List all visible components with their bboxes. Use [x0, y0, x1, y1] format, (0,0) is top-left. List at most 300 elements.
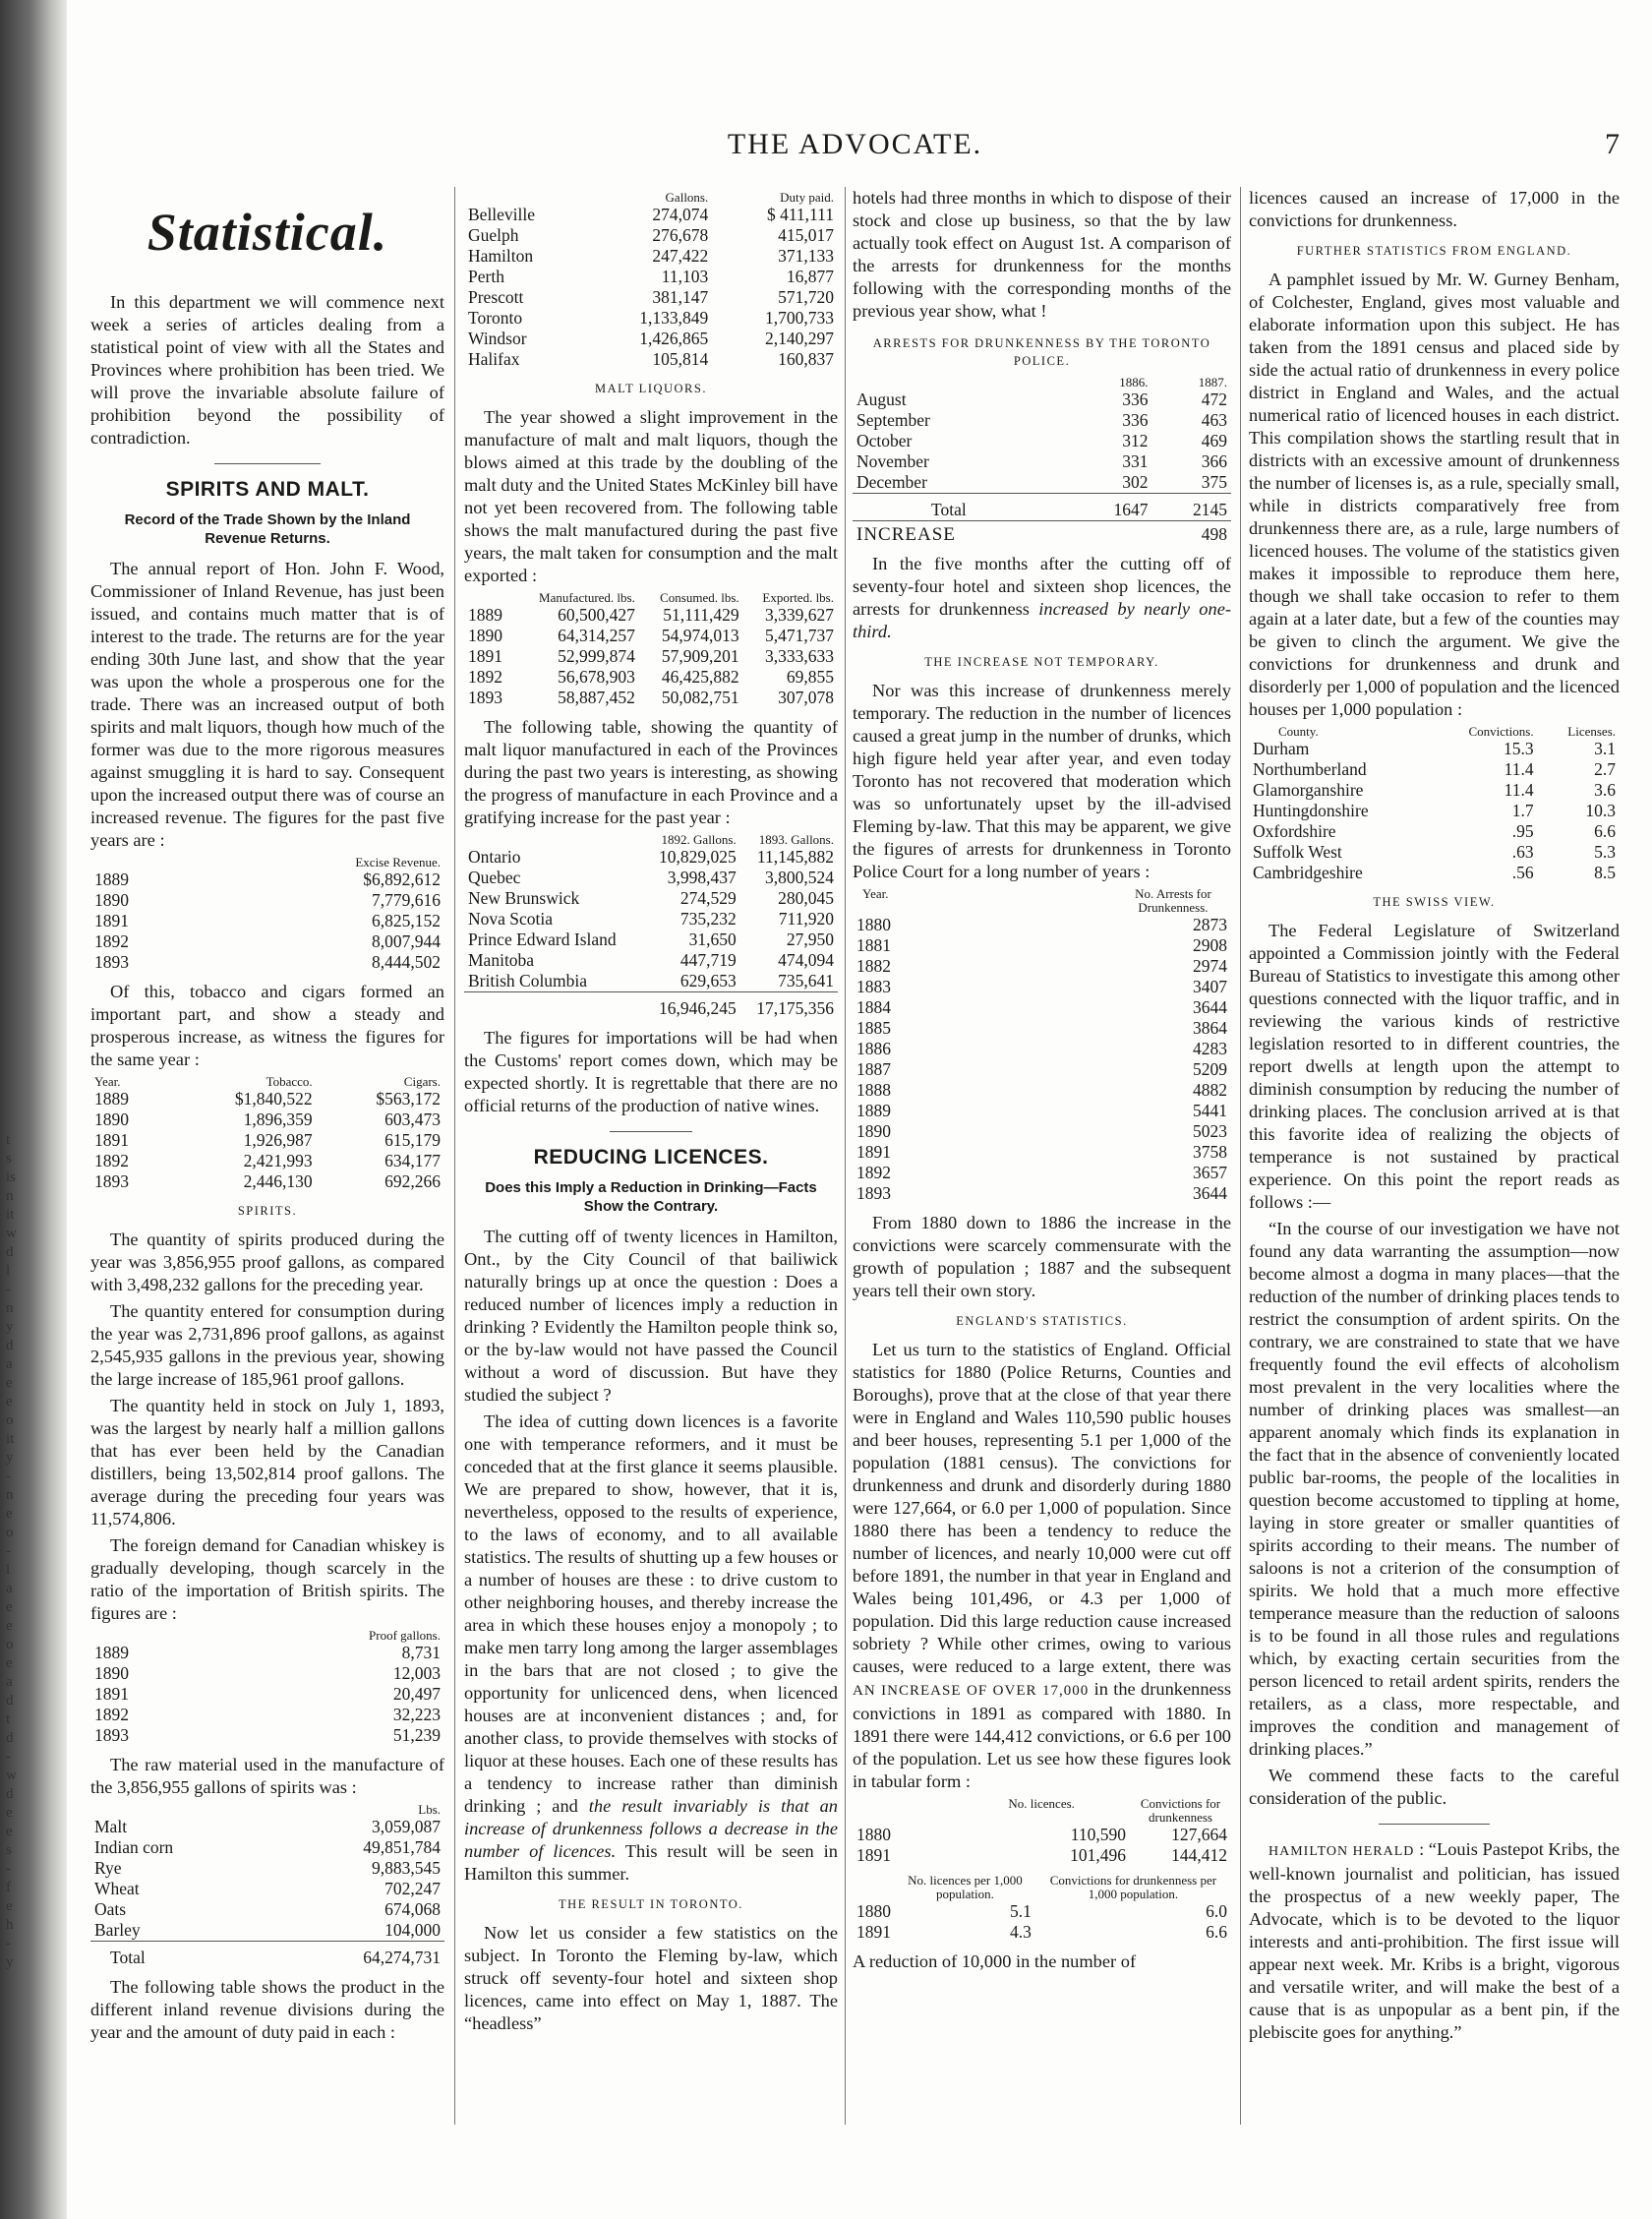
margin-fragment: it [6, 1431, 15, 1447]
table-row [1249, 759, 1620, 780]
table-row [464, 950, 838, 971]
table-row [853, 390, 1231, 410]
table-cell: 615,179 [384, 1130, 441, 1150]
table-cell: 6.6 [1594, 821, 1616, 841]
table-cell: 1.7 [1511, 801, 1534, 820]
text-run: : “Louis Pastepot Kribs, the well-known journalist and politician, has issued the prospectus of a new weekly paper, The Advocate, which is to be devoted to the liquor interests and anti-prohibition. The first issue will appear next week. Mr. Kribs is a bright, vigorous and versatile writer, and will make the best of a cause that is as unpopular as a bent pin, if the plebiscite goes for anything.” [1249, 1839, 1620, 2042]
column-1 [90, 187, 444, 2048]
total-value: 1647 [1073, 494, 1151, 521]
emphasis-text: increased by nearly one-third. [853, 599, 1231, 641]
divider [1379, 1824, 1490, 1825]
paragraph: The foreign demand for Canadian whiskey is gradually developing, though scarcely in the ratio of the importation of British spirits. The figures are : [90, 1535, 444, 1623]
table-row [90, 952, 444, 973]
table-cell: 1,926,987 [243, 1130, 313, 1150]
margin-fragment: a [6, 1581, 13, 1596]
total-value: 64,274,731 [268, 1942, 444, 1969]
table-row [853, 472, 1231, 494]
table-row [853, 1018, 1231, 1039]
margin-fragment: - [6, 1936, 11, 1951]
margin-fragment: - [6, 1282, 11, 1297]
column-header: 1887. [1198, 375, 1227, 390]
row-label: 1892 [468, 667, 502, 687]
column-header: 1892. Gallons. [661, 832, 737, 847]
table-cell: 58,887,452 [558, 688, 635, 707]
row-label: Glamorganshire [1253, 780, 1364, 800]
table-row [853, 997, 1231, 1018]
subsection-heading: ENGLAND'S STATISTICS. [956, 1314, 1128, 1328]
subheadline: Record of the Trade Shown by the Inland Revenue Returns. [124, 511, 411, 547]
table-cell: 46,425,882 [661, 667, 739, 687]
table-row [464, 246, 838, 267]
row-label: 1891 [856, 1142, 891, 1162]
row-label: 1891 [468, 646, 502, 666]
arrests-table [853, 376, 1231, 545]
paragraph: From 1880 down to 1886 the increase in the convictions were scarcely commensurate with the growth of population ; 1887 and the subsequent years tell their own story. [853, 1213, 1231, 1300]
table-cell: 6.6 [1206, 1922, 1227, 1942]
table-cell: 6.0 [1206, 1901, 1227, 1921]
table-cell: 52,999,874 [558, 646, 635, 666]
margin-fragment: s [6, 1151, 12, 1167]
table-cell: 711,920 [778, 909, 834, 929]
table-cell: 1,426,865 [639, 329, 709, 348]
divider [610, 1131, 692, 1132]
table-row [853, 977, 1231, 997]
row-label: Durham [1253, 739, 1310, 758]
column-header: Consumed. lbs. [660, 590, 739, 605]
margin-fragment: - [6, 1543, 11, 1559]
table-cell: 3,800,524 [765, 868, 834, 887]
tobacco-table [90, 1075, 444, 1192]
row-label: August [856, 390, 907, 409]
table-cell: 280,045 [778, 888, 834, 908]
table-row [464, 308, 838, 329]
row-label: British Columbia [468, 971, 588, 990]
column-header: Year. [862, 886, 889, 901]
row-label: October [856, 431, 913, 450]
table-cell: 31,650 [688, 930, 737, 949]
column-rule [1240, 187, 1241, 2125]
column-header: Exported. lbs. [762, 590, 834, 605]
row-label: 1890 [94, 890, 129, 910]
table-cell: 247,422 [652, 246, 709, 266]
table-row [464, 205, 838, 225]
table-cell: 3,059,087 [372, 1817, 441, 1836]
table-cell: 3407 [1193, 977, 1227, 996]
row-label: 1881 [856, 935, 891, 955]
table-row [464, 605, 838, 626]
table-row [1249, 842, 1620, 863]
row-label: 1891 [856, 1845, 891, 1865]
table-cell: 4.3 [1009, 1922, 1032, 1942]
table-row [464, 971, 838, 992]
table-cell: 302 [1122, 472, 1149, 492]
margin-fragment: n [6, 1300, 14, 1316]
margin-fragment: h [6, 1917, 14, 1933]
paragraph: Of this, tobacco and cigars formed an important part, and show a steady and prosperous increase, as witness the figures for the same year : [90, 982, 444, 1069]
row-label: 1891 [856, 1922, 891, 1942]
row-label: 1890 [856, 1121, 891, 1141]
table-cell: 50,082,751 [661, 688, 739, 707]
row-label: November [856, 451, 929, 471]
row-label: Nova Scotia [468, 909, 554, 929]
table-row [464, 646, 838, 667]
subheadline: Does this Imply a Reduction in Drinking—Facts Show the Contrary. [485, 1179, 817, 1215]
increase-label: INCREASE [853, 521, 1073, 546]
margin-fragment: d [6, 1338, 14, 1353]
table-row [853, 935, 1231, 956]
column-header: No. Arrests for Drunkenness. [1135, 886, 1211, 915]
margin-fragment: s [6, 1842, 12, 1858]
table-cell: 8,731 [401, 1643, 441, 1662]
table-cell: 10,829,025 [658, 847, 737, 867]
masthead-title: THE ADVOCATE. [727, 128, 983, 160]
table-row [853, 1121, 1231, 1142]
subsection-heading: MALT LIQUORS. [595, 382, 707, 395]
margin-fragment: e [6, 1655, 13, 1671]
row-label: Northumberland [1253, 759, 1367, 779]
table-row [464, 888, 838, 909]
column-header: County. [1278, 724, 1319, 739]
row-label: 1880 [856, 1901, 891, 1921]
paragraph [464, 1410, 838, 1886]
long-arrests-table [853, 887, 1231, 1204]
table-row [464, 667, 838, 688]
column-3 [853, 187, 1231, 1977]
table-cell: 8,007,944 [372, 931, 441, 951]
small-caps-text: AN INCREASE OF OVER 17,000 [853, 1683, 1090, 1699]
row-label: Prescott [468, 287, 524, 307]
table-row [853, 1183, 1231, 1204]
malt-table [464, 591, 838, 708]
divisions-table [464, 191, 838, 370]
table-cell: 3644 [1193, 997, 1227, 1017]
row-label: 1890 [94, 1110, 129, 1129]
source-name: HAMILTON HERALD [1268, 1844, 1415, 1859]
column-header: Proof gallons. [369, 1628, 441, 1643]
table-cell: 276,678 [652, 225, 709, 245]
raw-material-table [90, 1803, 444, 1968]
table-row [853, 1922, 1231, 1943]
margin-fragment: o [6, 1412, 14, 1428]
row-label: Hamilton [468, 246, 534, 266]
table-row [464, 847, 838, 868]
row-label: Perth [468, 267, 504, 286]
column-header: Cigars. [403, 1074, 441, 1089]
table-cell: 6,825,152 [372, 911, 441, 930]
row-label: 1891 [94, 911, 129, 930]
paragraph: We commend these facts to the careful consideration of the public. [1249, 1766, 1620, 1808]
row-label: 1889 [94, 870, 129, 889]
row-label: 1892 [94, 1151, 129, 1170]
table-cell: 69,855 [786, 667, 834, 687]
margin-fragment: l [6, 1562, 11, 1578]
paragraph: The following table, showing the quantity of malt liquor manufactured in each of the Provinces during the past two years is interesting, as showing the progress of manufacture in each Province and a gratifying increase for the past year : [464, 717, 838, 827]
table-cell: 331 [1122, 451, 1149, 471]
subsection-heading: THE INCREASE NOT TEMPORARY. [924, 655, 1159, 669]
margin-fragment: a [6, 1674, 13, 1690]
table-cell: 2974 [1193, 956, 1227, 976]
table-cell: 1,700,733 [765, 308, 834, 328]
row-label: Barley [94, 1920, 141, 1940]
subsection-heading: SPIRITS. [237, 1204, 298, 1218]
table-cell: 12,003 [392, 1663, 441, 1683]
row-label: 1885 [856, 1018, 891, 1038]
table-row [464, 688, 838, 708]
paragraph: The cutting off of twenty licences in Hamilton, Ont., by the City Council of that bailiwick naturally brings up at once the question : Does a reduced number of licences imply a reduction in drinking ? Evidently the Hamilton people think so, or the by-law would not have passed the Council without a word of discussion. But have they studied the subject ? [464, 1227, 838, 1405]
column-header: No. licences. [1008, 1796, 1075, 1811]
row-label: Ontario [468, 847, 521, 867]
margin-fragment: d [6, 1786, 14, 1802]
table-cell: 2908 [1193, 935, 1227, 955]
paragraph: The quantity held in stock on July 1, 1893, was the largest by nearly half a million gallons that has ever been held by the Canadian distillers, being 13,502,814 proof gallons. The average during the preceding four years was 11,574,806. [90, 1396, 444, 1529]
table-row [853, 1101, 1231, 1121]
table-cell: 2.7 [1594, 759, 1616, 779]
column-header: Licenses. [1567, 724, 1616, 739]
table-cell: 381,147 [652, 287, 709, 307]
table-row [853, 1080, 1231, 1101]
table-cell: 366 [1201, 451, 1227, 471]
column-header: Gallons. [665, 190, 709, 205]
margin-fragment: e [6, 1824, 13, 1839]
table-cell: 56,678,903 [558, 667, 635, 687]
column-4 [1249, 187, 1620, 2048]
table-row [90, 1130, 444, 1151]
subsection-heading: ARRESTS FOR DRUNKENNESS BY THE TORONTO POLICE. [872, 336, 1211, 368]
table-cell: 11.4 [1504, 780, 1534, 800]
intro-paragraph: In this department we will commence next week a series of articles dealing from a statistical point of view with all the States and Provinces where prohibition has been tried. We will prove the invariable absolute failure of prohibition beyond the possibility of contradiction. [90, 292, 444, 448]
export-table [90, 1629, 444, 1746]
table-cell: 735,232 [679, 909, 737, 929]
table-cell: 447,719 [679, 950, 737, 970]
table-row [90, 1837, 444, 1858]
column-header: Convictions. [1468, 724, 1534, 739]
row-label: Oxfordshire [1253, 821, 1336, 841]
table-row [853, 956, 1231, 977]
row-label: 1889 [94, 1643, 129, 1662]
total-value: 17,175,356 [740, 992, 838, 1020]
margin-fragment: is [6, 1169, 17, 1185]
paragraph: A reduction of 10,000 in the number of [853, 1951, 1137, 1971]
table-cell: 105,814 [652, 349, 709, 369]
row-label: 1886 [856, 1039, 891, 1058]
table-row [90, 1684, 444, 1705]
table-cell: 571,720 [778, 287, 834, 307]
subsection-heading: FURTHER STATISTICS FROM ENGLAND. [1296, 244, 1572, 258]
table-cell: 9,883,545 [372, 1858, 441, 1878]
row-label: Guelph [468, 225, 519, 245]
table-cell: 8,444,502 [372, 952, 441, 972]
column-rule [454, 187, 455, 2125]
row-label: 1887 [856, 1059, 891, 1079]
table-cell: 375 [1201, 472, 1227, 492]
headline-reducing-licences: REDUCING LICENCES. [533, 1146, 769, 1169]
table-row [853, 1825, 1231, 1845]
table-cell: 7,779,616 [372, 890, 441, 910]
row-label: 1880 [856, 1825, 891, 1844]
table-row [853, 1142, 1231, 1163]
adjacent-page-fragments [6, 1131, 22, 1972]
table-cell: 472 [1201, 390, 1227, 409]
margin-fragment: n [6, 1487, 14, 1503]
text-run: Let us turn to the statistics of England. Official statistics for 1880 (Police Returns, Counties and Boroughs), prove that at the close of that year there were in England and Wales 110,590 public houses and beer houses, representing 5.1 per 1,000 of the population (1881 census). The convictions for drunkenness and drunk and disorderly during 1880 were 127,664, or 6.0 per 1,000 of population. Since 1880 there has been a tendency to reduce the number of licences, and nearly 10,000 were cut off before 1891, the number in that year in England and Wales being 101,496, or 4.3 per 1,000 of population. Did this large reduction cause increased sobriety ? While other crimes, owing to various causes, were reduced to a large extent, there was [853, 1340, 1231, 1676]
table-cell: 3,339,627 [765, 605, 834, 625]
table-cell: 16,877 [786, 267, 834, 286]
table-cell: 104,000 [384, 1920, 441, 1940]
table-row [90, 1858, 444, 1879]
table-row [90, 1725, 444, 1746]
row-label: 1892 [94, 1705, 129, 1724]
section-title: Statistical. [147, 203, 388, 262]
total-value: 2145 [1152, 494, 1231, 521]
table-cell: 5.1 [1009, 1901, 1032, 1921]
table-cell: 2,421,993 [243, 1151, 313, 1170]
table-row [1249, 801, 1620, 821]
table-cell: 101,496 [1070, 1845, 1126, 1865]
margin-fragment: e [6, 1898, 13, 1914]
row-label: 1892 [856, 1163, 891, 1182]
table-cell: 3864 [1193, 1018, 1227, 1038]
table-row [90, 1705, 444, 1725]
page-number: 7 [1605, 128, 1620, 160]
paragraph: Now let us consider a few statistics on the subject. In Toronto the Fleming by-law, which struck off seventy-four hotel and sixteen shop licences, came into effect on May 1, 1887. The “headless” [464, 1923, 838, 2033]
margin-fragment: o [6, 1637, 14, 1652]
table-cell: .56 [1511, 863, 1534, 882]
table-row [464, 868, 838, 888]
table-row [853, 431, 1231, 451]
table-row [464, 287, 838, 308]
table-cell: 5209 [1193, 1059, 1227, 1079]
column-header: No. licences per 1,000 population. [908, 1873, 1023, 1901]
row-label: 1893 [468, 688, 502, 707]
column-header: Manufactured. lbs. [539, 590, 635, 605]
paragraph: The figures for importations will be had when the Customs' report comes down, which may be expected shortly. It is regrettable that there are no official returns of the production of native wines. [464, 1028, 838, 1115]
provinces-table [464, 833, 838, 1019]
column-header: Convictions for drunkenness [1140, 1796, 1221, 1825]
table-cell: .95 [1511, 821, 1534, 841]
row-label: 1883 [856, 977, 891, 996]
text-run: in the drunkenness convictions in 1891 as compared with 1880. In 1891 there were 144,412 convictions, or 6.6 per 100 of the population. Let us see how these figures look in tabular form : [853, 1679, 1231, 1791]
column-header: 1893. Gallons. [758, 832, 834, 847]
table-cell: 307,078 [778, 688, 834, 707]
margin-fragment: e [6, 1375, 13, 1391]
margin-fragment: d [6, 1693, 14, 1709]
table-row [90, 1817, 444, 1837]
row-label: 1892 [94, 931, 129, 951]
table-cell: 1,133,849 [639, 308, 709, 328]
paragraph: A pamphlet issued by Mr. W. Gurney Benham, of Colchester, England, gives most valuable and elaborate information upon this subject. He has taken from the 1891 census and placed side by side the actual ratio of drunkenness in every police district in England and Wales, and the actual numerical ratio of licenced houses in each district. This compilation shows the startling result that in districts with an excessive amount of drunkenness the number of licenses is, as a rule, specially small, while in districts comparatively free from drunkenness there are, as a rule, large numbers of licenced houses. The volume of the statistics given makes it impossible to reproduce them here, though we shall take occasion to refer to them again at a later date, but a few of the counties may be given to clinch the argument. We give the convictions for drunkenness and drunk and disorderly per 1,000 of population and the licenced houses per 1,000 population : [1249, 270, 1620, 719]
row-label: 1891 [94, 1130, 129, 1150]
table-cell: 160,837 [778, 349, 834, 369]
table-cell: 2,140,297 [765, 329, 834, 348]
table-row [90, 1089, 444, 1110]
england-ratio-table [853, 1874, 1231, 1943]
row-label: Indian corn [94, 1837, 174, 1857]
table-cell: 3.6 [1594, 780, 1616, 800]
margin-fragment: w [6, 1768, 17, 1783]
row-label: Manitoba [468, 950, 535, 970]
paragraph: The Federal Legislature of Switzerland appointed a Commission jointly with the Federal Bureau of Statistics to investigate this among other questions connected with the liquor traffic, and in reviewing the various kinds of restrictive legislation resorted to in different countries, the report dwells at length upon the attempt to diminish consumption by reducing the number of drinking places. The conclusion arrived at is that this favorite idea of realizing the objects of temperance is not sustained by practical experience. On this point the report reads as follows :— [1249, 921, 1620, 1212]
row-label: 1889 [856, 1101, 891, 1120]
table-row [464, 626, 838, 646]
column-2 [464, 187, 838, 2039]
total-label: Total [90, 1942, 268, 1969]
table-row [90, 1879, 444, 1899]
table-row [90, 1899, 444, 1920]
table-row [90, 1110, 444, 1130]
table-row [853, 410, 1231, 431]
row-label: Quebec [468, 868, 521, 887]
table-cell: 64,314,257 [558, 626, 635, 645]
table-cell: $6,892,612 [363, 870, 441, 889]
table-cell: 3,333,633 [765, 646, 834, 666]
table-cell: 415,017 [778, 225, 834, 245]
total-label: Total [853, 494, 1073, 521]
margin-fragment: - [6, 1749, 11, 1765]
divider [214, 463, 321, 464]
table-cell: 8.5 [1594, 863, 1616, 882]
table-cell: 692,266 [384, 1171, 441, 1191]
row-label: 1893 [94, 952, 129, 972]
table-cell: 57,909,201 [661, 646, 739, 666]
row-label: 1889 [94, 1089, 129, 1109]
table-row [853, 1845, 1231, 1866]
england-licences-table [853, 1797, 1231, 1866]
table-row [90, 1171, 444, 1192]
table-cell: 2873 [1193, 915, 1227, 934]
margin-fragment: e [6, 1805, 13, 1821]
row-label: 1890 [94, 1663, 129, 1683]
table-row [90, 911, 444, 931]
table-row [464, 267, 838, 287]
table-row [1249, 863, 1620, 883]
row-label: 1889 [468, 605, 502, 625]
paragraph [853, 553, 1231, 643]
table-row [90, 1920, 444, 1942]
table-cell: 60,500,427 [558, 605, 635, 625]
table-cell: 735,641 [778, 971, 834, 990]
row-label: December [856, 472, 927, 492]
table-cell: 629,653 [679, 971, 737, 990]
table-row [90, 1151, 444, 1171]
paragraph [853, 1339, 1231, 1793]
table-cell: 5023 [1193, 1121, 1227, 1141]
table-cell: 5.3 [1594, 842, 1616, 862]
table-cell: 312 [1122, 431, 1149, 450]
table-row [90, 1643, 444, 1663]
paragraph: licences caused an increase of 17,000 in the convictions for drunkenness. [1249, 188, 1620, 230]
table-cell: 110,590 [1070, 1825, 1126, 1844]
column-header: Excise Revenue. [355, 855, 441, 870]
row-label: 1891 [94, 1684, 129, 1704]
paragraph [1249, 1838, 1620, 2044]
table-cell: 1,896,359 [243, 1110, 313, 1129]
table-cell: 54,974,013 [661, 626, 739, 645]
emphasis-text: the result invariably is that an increase of drunkenness follows a decrease in the number of licences. [464, 1796, 838, 1861]
row-label: Belleville [468, 205, 536, 224]
margin-fragment: l [6, 1263, 11, 1279]
table-row [1249, 739, 1620, 759]
table-cell: 11,103 [661, 267, 709, 286]
table-cell: 11.4 [1504, 759, 1534, 779]
table-cell: 51,111,429 [663, 605, 739, 625]
margin-fragment: e [6, 1599, 13, 1615]
table-cell: 3,998,437 [667, 868, 737, 887]
margin-fragment: d [6, 1730, 14, 1746]
column-header: 1886. [1119, 375, 1149, 390]
table-cell: 3644 [1193, 1183, 1227, 1203]
paragraph: The quantity entered for consumption during the year was 2,731,896 proof gallons, as against 2,545,935 gallons in the previous year, showing the large increase of 185,961 proof gallons. [90, 1301, 444, 1389]
table-cell: 27,950 [786, 930, 834, 949]
